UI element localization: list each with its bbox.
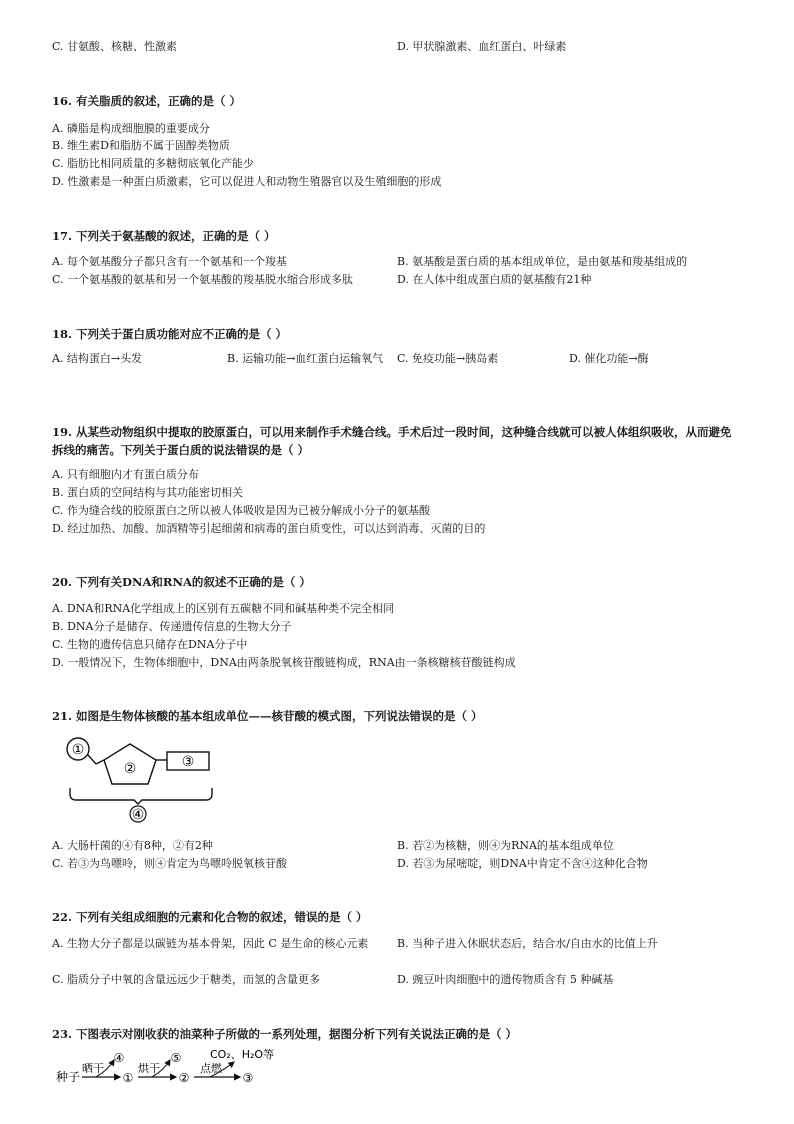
q18-option-d: D. 催化功能→酶 <box>569 352 649 365</box>
product-2: ② <box>178 1071 190 1085</box>
q20-option-c: C. 生物的遗传信息只储存在DNA分子中 <box>52 638 248 651</box>
product-5: ⑤ <box>170 1051 182 1065</box>
q17-stem: 17. 下列关于氨基酸的叙述，正确的是（ ） <box>52 229 276 243</box>
step2-label: 烘干 <box>138 1062 160 1075</box>
q22-option-a: A. 生物大分子都是以碳链为基本骨架，因此 C 是生命的核心元素 <box>52 937 369 950</box>
q15-option-c: C. 甘氨酸、核糖、性激素 <box>52 40 178 53</box>
q15-option-d: D. 甲状腺激素、血红蛋白、叶绿素 <box>397 40 567 53</box>
q16-option-a: A. 磷脂是构成细胞膜的重要成分 <box>52 122 210 135</box>
q16-option-d: D. 性激素是一种蛋白质激素，它可以促进人和动物生殖器官以及生殖细胞的形成 <box>52 175 442 188</box>
q22-stem: 22. 下列有关组成细胞的元素和化合物的叙述，错误的是（ ） <box>52 910 368 924</box>
gas-products: CO₂、H₂O等 <box>210 1048 275 1061</box>
step3-label: 点燃 <box>200 1062 222 1075</box>
q18-option-c: C. 免疫功能→胰岛素 <box>397 352 499 365</box>
q20-option-d: D. 一般情况下，生物体细胞中，DNA由两条脱氧核苷酸链构成，RNA由一条核糖核苷酸链构成 <box>52 656 516 669</box>
label-4: ④ <box>131 807 145 823</box>
label-3: ③ <box>181 754 195 770</box>
seed-process-diagram <box>52 1046 312 1088</box>
q21-option-a: A. 大肠杆菌的④有8种，②有2种 <box>52 839 213 852</box>
q20-option-a: A. DNA和RNA化学组成上的区别有五碳糖不同和碱基种类不完全相同 <box>52 602 395 615</box>
q19-option-b: B. 蛋白质的空间结构与其功能密切相关 <box>52 486 244 499</box>
q18-stem: 18. 下列关于蛋白质功能对应不正确的是（ ） <box>52 327 288 341</box>
q17-option-a: A. 每个氨基酸分子都只含有一个氨基和一个羧基 <box>52 255 287 268</box>
label-1: ① <box>71 742 85 758</box>
q22-option-c: C. 脂质分子中氧的含量远远少于糖类，而氢的含量更多 <box>52 973 321 986</box>
sugar-bond <box>96 760 104 764</box>
q16-option-c: C. 脂肪比相同质量的多糖彻底氧化产能少 <box>52 157 255 170</box>
q20-stem: 20. 下列有关DNA和RNA的叙述不正确的是（ ） <box>52 575 311 589</box>
q18-option-a: A. 结构蛋白→头发 <box>52 352 143 365</box>
q17-option-d: D. 在人体中组成蛋白质的氨基酸有21种 <box>397 273 592 286</box>
q18-option-b: B. 运输功能→血红蛋白运输氧气 <box>227 352 384 365</box>
q19-option-c: C. 作为缝合线的胶原蛋白之所以被人体吸收是因为已被分解成小分子的氨基酸 <box>52 504 431 517</box>
product-3: ③ <box>242 1071 254 1085</box>
bracket-brace <box>70 788 212 804</box>
product-4: ④ <box>113 1051 125 1065</box>
product-1: ① <box>122 1071 134 1085</box>
q22-option-b: B. 当种子进入休眠状态后，结合水/自由水的比值上升 <box>397 937 658 950</box>
q20-option-b: B. DNA分子是储存、传递遗传信息的生物大分子 <box>52 620 292 633</box>
q19-stem: 19. 从某些动物组织中提取的胶原蛋白，可以用来制作手术缝合线。手术后过一段时间，这种缝合线就可以被人体组织吸收，从而避免拆线的痛苦。下列关于蛋白质的说法错误的是（ ） <box>52 425 732 457</box>
q23-stem: 23. 下图表示对刚收获的油菜种子所做的一系列处理，据图分析下列有关说法正确的是（ ） <box>52 1027 518 1041</box>
label-2: ② <box>123 761 137 777</box>
q21-option-c: C. 若③为鸟嘌呤，则④肯定为鸟嘌呤脱氧核苷酸 <box>52 857 288 870</box>
q22-option-d: D. 豌豆叶肉细胞中的遗传物质含有 5 种碱基 <box>397 973 614 986</box>
q19-option-a: A. 只有细胞内才有蛋白质分布 <box>52 468 199 481</box>
q16-option-b: B. 维生素D和脂肪不属于固醇类物质 <box>52 139 230 152</box>
q21-option-d: D. 若③为尿嘧啶，则DNA中肯定不含④这种化合物 <box>397 857 648 870</box>
q17-option-b: B. 氨基酸是蛋白质的基本组成单位，是由氨基和羧基组成的 <box>397 255 688 268</box>
seed-label: 种子 <box>56 1070 81 1084</box>
nucleotide-diagram <box>62 732 222 824</box>
q21-stem: 21. 如图是生物体核酸的基本组成单位——核苷酸的模式图，下列说法错误的是（ ） <box>52 709 483 723</box>
q19-option-d: D. 经过加热、加酸、加酒精等引起细菌和病毒的蛋白质变性，可以达到消毒、灭菌的目的 <box>52 522 486 535</box>
q21-option-b: B. 若②为核糖，则④为RNA的基本组成单位 <box>397 839 614 852</box>
q16-stem: 16. 有关脂质的叙述，正确的是（ ） <box>52 94 242 108</box>
step1-label: 晒干 <box>82 1062 104 1075</box>
phosphate-bond <box>88 755 96 764</box>
q17-option-c: C. 一个氨基酸的氨基和另一个氨基酸的羧基脱水缩合形成多肽 <box>52 273 354 286</box>
